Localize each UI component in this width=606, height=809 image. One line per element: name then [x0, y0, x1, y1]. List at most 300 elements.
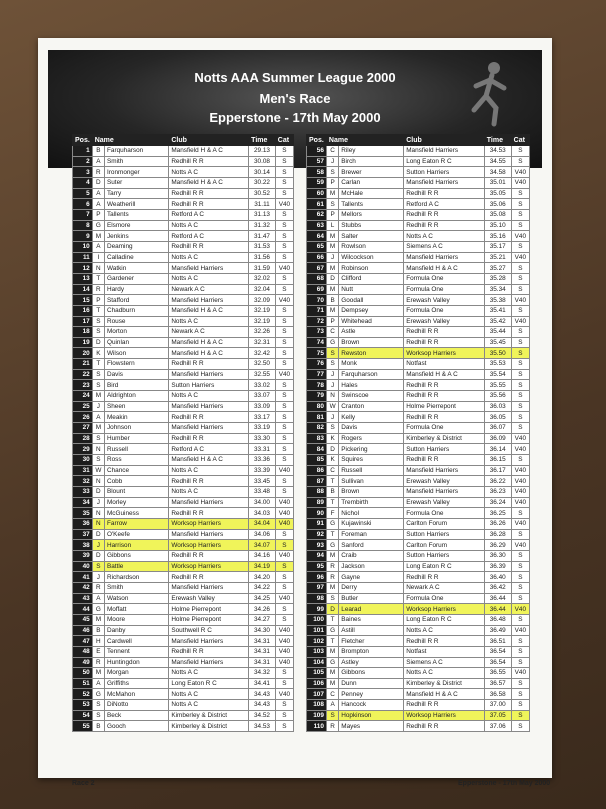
table-row: [73, 636, 294, 647]
footer-race-number: Race 2: [72, 780, 95, 787]
initial-cell: J: [326, 412, 338, 423]
club-cell: Kimberley & District: [169, 721, 249, 732]
initial-cell: S: [326, 359, 338, 370]
club-cell: Mansfield Harriers: [404, 487, 485, 498]
table-row: [73, 369, 294, 380]
initial-cell: M: [326, 305, 338, 316]
position-cell: 29: [73, 444, 93, 455]
table-row: [307, 604, 530, 615]
position-cell: 68: [307, 273, 327, 284]
club-cell: Notts A C: [169, 316, 249, 327]
club-cell: Sutton Harriers: [404, 444, 485, 455]
club-cell: Long Eaton R C: [404, 614, 485, 625]
initial-cell: K: [92, 348, 104, 359]
initial-cell: M: [92, 391, 104, 402]
table-row: [307, 529, 530, 540]
col-time: Time: [484, 135, 511, 146]
club-cell: Retford A C: [169, 444, 249, 455]
time-cell: 32.19: [249, 316, 276, 327]
club-cell: Redhill R R: [404, 721, 485, 732]
time-cell: 35.08: [484, 209, 511, 220]
category-cell: S: [511, 689, 529, 700]
time-cell: 34.31: [249, 636, 276, 647]
position-cell: 80: [307, 401, 327, 412]
position-cell: 24: [73, 391, 93, 402]
table-row: [73, 252, 294, 263]
table-row: [307, 700, 530, 711]
club-cell: Carlton Forum: [404, 540, 485, 551]
position-cell: 21: [73, 359, 93, 370]
club-cell: Retford A C: [404, 199, 485, 210]
surname-cell: Tallents: [339, 199, 404, 210]
initial-cell: S: [92, 380, 104, 391]
category-cell: S: [275, 146, 293, 157]
position-cell: 8: [73, 220, 93, 231]
initial-cell: M: [326, 188, 338, 199]
initial-cell: P: [326, 209, 338, 220]
club-cell: Redhill R R: [404, 188, 485, 199]
surname-cell: Elsmore: [104, 220, 168, 231]
club-cell: Notts A C: [404, 231, 485, 242]
position-cell: 79: [307, 391, 327, 402]
initial-cell: M: [326, 678, 338, 689]
time-cell: 30.52: [249, 188, 276, 199]
table-row: [73, 614, 294, 625]
surname-cell: Flowstern: [104, 359, 168, 370]
surname-cell: Fletcher: [339, 636, 404, 647]
time-cell: 36.29: [484, 540, 511, 551]
time-cell: 35.53: [484, 359, 511, 370]
surname-cell: McGuiness: [104, 508, 168, 519]
position-cell: 36: [73, 518, 93, 529]
category-cell: S: [511, 614, 529, 625]
surname-cell: Smith: [104, 582, 168, 593]
initial-cell: A: [92, 593, 104, 604]
time-cell: 37.05: [484, 710, 511, 721]
surname-cell: Beck: [104, 710, 168, 721]
position-cell: 50: [73, 668, 93, 679]
surname-cell: Tallents: [104, 209, 168, 220]
results-table-right: [306, 134, 530, 732]
col-club: Club: [404, 135, 485, 146]
surname-cell: Jenkins: [104, 231, 168, 242]
table-row: [73, 380, 294, 391]
time-cell: 35.45: [484, 337, 511, 348]
time-cell: 35.05: [484, 188, 511, 199]
position-cell: 13: [73, 273, 93, 284]
position-cell: 107: [307, 689, 327, 700]
initial-cell: B: [326, 487, 338, 498]
club-cell: Redhill R R: [169, 508, 249, 519]
results-body-right: [307, 146, 530, 732]
club-cell: Newark A C: [169, 284, 249, 295]
position-cell: 60: [307, 188, 327, 199]
initial-cell: T: [92, 273, 104, 284]
surname-cell: Russell: [339, 465, 404, 476]
category-cell: S: [275, 476, 293, 487]
surname-cell: Moffatt: [104, 604, 168, 615]
initial-cell: M: [92, 231, 104, 242]
table-row: [307, 369, 530, 380]
table-row: [73, 433, 294, 444]
table-row: [73, 423, 294, 434]
table-row: [73, 188, 294, 199]
surname-cell: O'Keefe: [104, 529, 168, 540]
table-row: [307, 327, 530, 338]
club-cell: Notts A C: [169, 252, 249, 263]
surname-cell: Farrow: [104, 518, 168, 529]
category-cell: S: [275, 391, 293, 402]
time-cell: 35.27: [484, 263, 511, 274]
initial-cell: T: [326, 476, 338, 487]
category-cell: S: [275, 710, 293, 721]
position-cell: 37: [73, 529, 93, 540]
category-cell: S: [511, 263, 529, 274]
table-header-row: [307, 135, 530, 146]
table-row: [307, 476, 530, 487]
col-pos: Pos.: [73, 135, 93, 146]
club-cell: Mansfield Harriers: [169, 263, 249, 274]
initial-cell: E: [92, 646, 104, 657]
time-cell: 33.19: [249, 423, 276, 434]
category-cell: S: [511, 657, 529, 668]
position-cell: 103: [307, 646, 327, 657]
position-cell: 102: [307, 636, 327, 647]
surname-cell: Bird: [104, 380, 168, 391]
surname-cell: Russell: [104, 444, 168, 455]
club-cell: Newark A C: [169, 327, 249, 338]
position-cell: 27: [73, 423, 93, 434]
table-row: [73, 593, 294, 604]
category-cell: V40: [275, 646, 293, 657]
initial-cell: D: [92, 550, 104, 561]
surname-cell: Harrison: [104, 540, 168, 551]
club-cell: Redhill R R: [169, 359, 249, 370]
surname-cell: Birch: [339, 156, 404, 167]
club-cell: Notts A C: [169, 700, 249, 711]
category-cell: S: [511, 423, 529, 434]
category-cell: V40: [275, 636, 293, 647]
position-cell: 67: [307, 263, 327, 274]
time-cell: 36.54: [484, 657, 511, 668]
table-row: [307, 668, 530, 679]
surname-cell: Ross: [104, 455, 168, 466]
initial-cell: R: [326, 721, 338, 732]
position-cell: 12: [73, 263, 93, 274]
position-cell: 34: [73, 497, 93, 508]
time-cell: 34.16: [249, 550, 276, 561]
position-cell: 2: [73, 156, 93, 167]
surname-cell: Hardy: [104, 284, 168, 295]
category-cell: S: [511, 550, 529, 561]
position-cell: 78: [307, 380, 327, 391]
initial-cell: S: [92, 710, 104, 721]
table-row: [307, 433, 530, 444]
position-cell: 53: [73, 700, 93, 711]
time-cell: 31.59: [249, 263, 276, 274]
category-cell: S: [275, 614, 293, 625]
club-cell: Mansfield Harriers: [169, 401, 249, 412]
table-row: [73, 582, 294, 593]
category-cell: V40: [511, 476, 529, 487]
table-row: [307, 391, 530, 402]
initial-cell: J: [326, 252, 338, 263]
initial-cell: M: [92, 423, 104, 434]
time-cell: 32.04: [249, 284, 276, 295]
surname-cell: Learad: [339, 604, 404, 615]
surname-cell: Watson: [104, 593, 168, 604]
position-cell: 75: [307, 348, 327, 359]
surname-cell: Goodall: [339, 295, 404, 306]
table-row: [307, 657, 530, 668]
table-row: [307, 593, 530, 604]
club-cell: Kimberley & District: [404, 433, 485, 444]
time-cell: 34.58: [484, 167, 511, 178]
position-cell: 69: [307, 284, 327, 295]
surname-cell: Smith: [104, 156, 168, 167]
category-cell: S: [511, 380, 529, 391]
club-cell: Notts A C: [404, 625, 485, 636]
position-cell: 26: [73, 412, 93, 423]
time-cell: 35.34: [484, 284, 511, 295]
table-row: [307, 721, 530, 732]
time-cell: 36.40: [484, 572, 511, 583]
time-cell: 34.00: [249, 497, 276, 508]
table-row: [73, 305, 294, 316]
position-cell: 40: [73, 561, 93, 572]
position-cell: 31: [73, 465, 93, 476]
table-row: [73, 710, 294, 721]
surname-cell: Gayne: [339, 572, 404, 583]
initial-cell: M: [92, 668, 104, 679]
initial-cell: W: [92, 465, 104, 476]
club-cell: Worksop Harriers: [169, 540, 249, 551]
category-cell: S: [511, 241, 529, 252]
table-row: [73, 465, 294, 476]
time-cell: 32.42: [249, 348, 276, 359]
club-cell: Redhill R R: [404, 700, 485, 711]
col-pos: Pos.: [307, 135, 327, 146]
position-cell: 58: [307, 167, 327, 178]
club-cell: Mansfield H & A C: [404, 263, 485, 274]
table-row: [73, 529, 294, 540]
surname-cell: Salter: [339, 231, 404, 242]
table-row: [307, 316, 530, 327]
table-row: [73, 700, 294, 711]
category-cell: V40: [275, 497, 293, 508]
time-cell: 34.20: [249, 572, 276, 583]
club-cell: Redhill R R: [404, 636, 485, 647]
category-cell: S: [511, 391, 529, 402]
club-cell: Formula One: [404, 305, 485, 316]
time-cell: 33.48: [249, 487, 276, 498]
surname-cell: Johnson: [104, 423, 168, 434]
table-row: [307, 295, 530, 306]
initial-cell: S: [326, 423, 338, 434]
club-cell: Mansfield H & A C: [169, 455, 249, 466]
position-cell: 11: [73, 252, 93, 263]
surname-cell: Watkin: [104, 263, 168, 274]
club-cell: Worksop Harriers: [169, 561, 249, 572]
time-cell: 37.00: [484, 700, 511, 711]
initial-cell: J: [92, 497, 104, 508]
table-row: [73, 497, 294, 508]
table-row: [307, 710, 530, 721]
time-cell: 35.38: [484, 295, 511, 306]
footer-venue-date: Epperstone - 17th May 2000: [458, 780, 551, 787]
initial-cell: D: [92, 177, 104, 188]
club-cell: Mansfield H & A C: [169, 337, 249, 348]
position-cell: 33: [73, 487, 93, 498]
category-cell: S: [275, 423, 293, 434]
time-cell: 36.28: [484, 529, 511, 540]
club-cell: Mansfield Harriers: [169, 636, 249, 647]
surname-cell: Astle: [339, 327, 404, 338]
initial-cell: P: [326, 177, 338, 188]
table-row: [307, 199, 530, 210]
initial-cell: D: [326, 604, 338, 615]
category-cell: V40: [511, 444, 529, 455]
category-cell: V40: [275, 625, 293, 636]
category-cell: V40: [511, 518, 529, 529]
position-cell: 99: [307, 604, 327, 615]
time-cell: 30.22: [249, 177, 276, 188]
position-cell: 62: [307, 209, 327, 220]
table-row: [307, 540, 530, 551]
time-cell: 36.58: [484, 689, 511, 700]
surname-cell: Baines: [339, 614, 404, 625]
category-cell: S: [511, 572, 529, 583]
initial-cell: G: [326, 657, 338, 668]
time-cell: 34.31: [249, 646, 276, 657]
initial-cell: M: [326, 284, 338, 295]
surname-cell: Mayes: [339, 721, 404, 732]
time-cell: 34.30: [249, 625, 276, 636]
table-row: [73, 359, 294, 370]
position-cell: 66: [307, 252, 327, 263]
initial-cell: I: [92, 252, 104, 263]
time-cell: 36.07: [484, 423, 511, 434]
position-cell: 89: [307, 497, 327, 508]
table-row: [307, 273, 530, 284]
surname-cell: Morgan: [104, 668, 168, 679]
time-cell: 31.56: [249, 252, 276, 263]
surname-cell: Dempsey: [339, 305, 404, 316]
position-cell: 86: [307, 465, 327, 476]
surname-cell: Penney: [339, 689, 404, 700]
table-row: [307, 177, 530, 188]
position-cell: 88: [307, 487, 327, 498]
position-cell: 55: [73, 721, 93, 732]
time-cell: 31.32: [249, 220, 276, 231]
surname-cell: Meakin: [104, 412, 168, 423]
initial-cell: C: [326, 689, 338, 700]
club-cell: Retford A C: [169, 209, 249, 220]
table-header-row: [73, 135, 294, 146]
position-cell: 87: [307, 476, 327, 487]
results-sheet: [38, 38, 552, 787]
category-cell: S: [511, 412, 529, 423]
club-cell: Long Eaton R C: [404, 156, 485, 167]
race-venue-date: Epperstone - 17th May 2000: [209, 110, 381, 125]
table-row: [73, 199, 294, 210]
category-cell: V40: [275, 593, 293, 604]
position-cell: 108: [307, 700, 327, 711]
position-cell: 42: [73, 582, 93, 593]
table-row: [73, 455, 294, 466]
club-cell: Kimberley & District: [404, 678, 485, 689]
initial-cell: N: [92, 476, 104, 487]
surname-cell: Riley: [339, 146, 404, 157]
club-cell: Notts A C: [404, 668, 485, 679]
category-cell: S: [275, 668, 293, 679]
club-cell: Mansfield Harriers: [169, 657, 249, 668]
time-cell: 31.53: [249, 241, 276, 252]
initial-cell: A: [326, 700, 338, 711]
time-cell: 34.26: [249, 604, 276, 615]
position-cell: 106: [307, 678, 327, 689]
table-row: [73, 284, 294, 295]
surname-cell: Nutt: [339, 284, 404, 295]
position-cell: 83: [307, 433, 327, 444]
initial-cell: T: [326, 614, 338, 625]
category-cell: S: [511, 359, 529, 370]
time-cell: 34.53: [484, 146, 511, 157]
category-cell: S: [275, 220, 293, 231]
time-cell: 36.42: [484, 582, 511, 593]
col-cat: Cat: [275, 135, 293, 146]
category-cell: S: [275, 487, 293, 498]
table-row: [307, 252, 530, 263]
table-row: [73, 668, 294, 679]
surname-cell: Wilcockson: [339, 252, 404, 263]
surname-cell: Sheen: [104, 401, 168, 412]
time-cell: 32.55: [249, 369, 276, 380]
category-cell: V40: [511, 177, 529, 188]
category-cell: S: [511, 209, 529, 220]
initial-cell: G: [326, 625, 338, 636]
table-row: [307, 220, 530, 231]
initial-cell: M: [326, 582, 338, 593]
category-cell: V40: [511, 540, 529, 551]
initial-cell: S: [92, 455, 104, 466]
category-cell: S: [511, 401, 529, 412]
table-row: [73, 518, 294, 529]
table-row: [307, 284, 530, 295]
club-cell: Mansfield Harriers: [404, 252, 485, 263]
category-cell: S: [511, 348, 529, 359]
results-table-left: [72, 134, 294, 732]
category-cell: S: [275, 700, 293, 711]
initial-cell: D: [326, 273, 338, 284]
club-cell: Mansfield H & A C: [404, 369, 485, 380]
time-cell: 32.26: [249, 327, 276, 338]
club-cell: Sutton Harriers: [404, 167, 485, 178]
category-cell: V40: [511, 167, 529, 178]
surname-cell: Hopkinson: [339, 710, 404, 721]
position-cell: 19: [73, 337, 93, 348]
surname-cell: Suter: [104, 177, 168, 188]
category-cell: S: [511, 273, 529, 284]
initial-cell: J: [326, 380, 338, 391]
position-cell: 20: [73, 348, 93, 359]
category-cell: V40: [275, 689, 293, 700]
time-cell: 36.24: [484, 497, 511, 508]
surname-cell: Griffiths: [104, 678, 168, 689]
category-cell: V40: [511, 668, 529, 679]
category-cell: V40: [511, 433, 529, 444]
table-row: [73, 721, 294, 732]
